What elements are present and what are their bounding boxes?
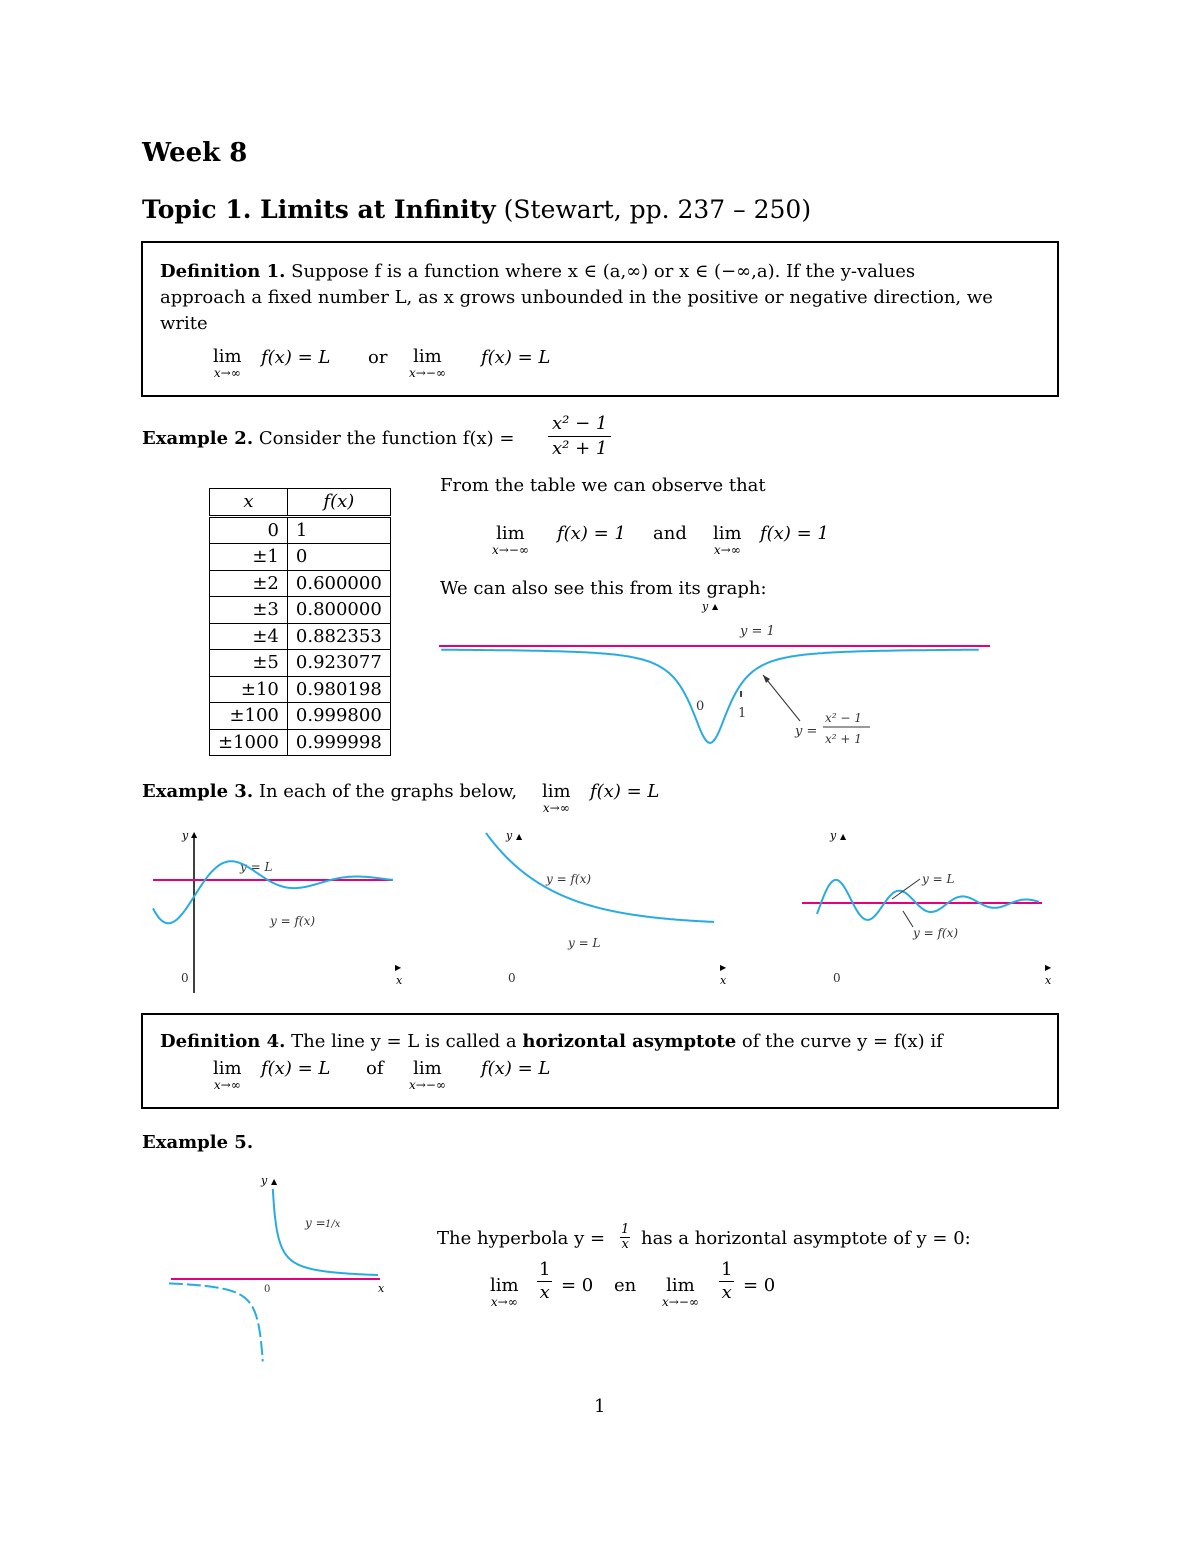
def4-label: Definition 4. xyxy=(160,1031,286,1052)
ex5-origin: 0 xyxy=(264,1284,271,1295)
table-row xyxy=(210,623,391,650)
table-cell-x: ±10 xyxy=(210,676,288,703)
values-table xyxy=(209,488,391,756)
def1-line3: write xyxy=(160,313,208,334)
ex2-curve-label-num: x² − 1 xyxy=(825,711,862,725)
ex5-curve-label: y = xyxy=(305,1216,326,1230)
table-cell-x: 0 xyxy=(210,516,288,544)
ex3-g2-y-label: y xyxy=(506,829,513,842)
ex2-graph xyxy=(430,595,1000,755)
ex5-connector: en xyxy=(614,1275,637,1296)
ex3-g1-curve-label: y = f(x) xyxy=(270,914,316,928)
ex3-g3-x-arrow-icon: ▶ xyxy=(1045,963,1052,972)
def4-limit-pos-inf: lim x→∞ xyxy=(213,1058,242,1092)
table-row xyxy=(210,703,391,730)
ex3-g1-x-label: x xyxy=(396,974,403,987)
ex3-g2-y-arrow-icon: ▲ xyxy=(516,832,523,841)
ex2-curve-label: y = xyxy=(795,724,818,739)
ex2-graph-intro: We can also see this from its graph: xyxy=(440,578,767,599)
table-cell-x: ±4 xyxy=(210,623,288,650)
ex5-lim-b-num: 1 xyxy=(721,1259,733,1280)
ex5-hyperbola-text-2: has a horizontal asymptote of y = 0: xyxy=(641,1228,971,1249)
ex5-inline-fraction xyxy=(620,1222,630,1252)
ex3-text: In each of the graphs below, xyxy=(258,781,518,802)
ex2-asymptote-label: y = 1 xyxy=(740,624,775,639)
ex2-graph-y-arrow-icon: ▲ xyxy=(712,602,719,611)
ex3-limit: lim x→∞ xyxy=(542,781,571,815)
ex3-g1-line-label: y = L xyxy=(240,860,273,874)
ex3-g3-x-label: x xyxy=(1045,974,1052,987)
ex3-graph-3 xyxy=(795,825,1065,997)
ex2-pointer-arrow xyxy=(763,675,800,721)
week-title: Week 8 xyxy=(142,138,248,168)
ex2-tick-label: 1 xyxy=(738,706,747,721)
example-5-heading: Example 5. xyxy=(142,1132,254,1153)
ex5-lim-b-den: x xyxy=(721,1282,732,1303)
table-header-fx: f(x) xyxy=(287,489,390,517)
ex3-g2-line-label: y = L xyxy=(568,936,601,950)
topic-title: Topic 1. Limits at Infinity xyxy=(142,195,496,224)
ex2-observe-text: From the table we can observe that xyxy=(440,475,766,496)
table-row xyxy=(210,544,391,571)
def4-limit-pos-inf-expr: f(x) = L xyxy=(261,1058,331,1079)
ex3-g3-line-label: y = L xyxy=(922,872,955,886)
ex3-g1-y-label: y xyxy=(182,829,189,842)
ex2-label: Example 2. xyxy=(142,428,254,449)
table-row xyxy=(210,516,391,544)
table-row xyxy=(210,650,391,677)
ex3-g2-origin: 0 xyxy=(508,971,516,985)
ex2-limit-pos-inf: lim x→∞ xyxy=(713,523,742,557)
ex5-hyperbola-text-1: The hyperbola y = xyxy=(437,1228,606,1249)
page-number: 1 xyxy=(594,1396,606,1417)
ex5-curve-left-branch xyxy=(169,1283,263,1361)
def4-term: horizontal asymptote xyxy=(522,1031,737,1052)
table-cell-fx: 0.923077 xyxy=(287,650,390,677)
table-header-x: x xyxy=(210,489,288,517)
ex3-g3-curve-label: y = f(x) xyxy=(913,926,959,940)
ex2-curve xyxy=(441,650,979,743)
ex5-limit-neg-inf-frac xyxy=(719,1259,734,1304)
ex5-curve-label-frac: 1/x xyxy=(325,1219,341,1230)
table-row xyxy=(210,597,391,624)
table-cell-fx: 0.882353 xyxy=(287,623,390,650)
ex5-x-label: x xyxy=(378,1282,385,1295)
ex3-g2-curve xyxy=(486,833,714,922)
def1-limit-pos-inf: lim x→∞ xyxy=(213,346,242,380)
definition-4-box xyxy=(141,1013,1059,1109)
def4-connector: of xyxy=(366,1058,384,1079)
ex2-limit-pos-inf-expr: f(x) = 1 xyxy=(760,523,829,544)
table-cell-fx: 0.600000 xyxy=(287,570,390,597)
ex5-inline-den: x xyxy=(621,1237,629,1252)
ex3-label: Example 3. xyxy=(142,781,254,802)
ex2-text: Consider the function f(x) = xyxy=(258,428,515,449)
table-row xyxy=(210,729,391,756)
table-cell-fx: 0.999998 xyxy=(287,729,390,756)
table-header-row xyxy=(210,489,391,517)
ex5-inline-num: 1 xyxy=(621,1222,630,1237)
ex5-limit-neg-inf: lim x→−∞ xyxy=(662,1275,699,1309)
def1-label: Definition 1. xyxy=(160,261,286,282)
ex2-curve-label-den: x² + 1 xyxy=(825,732,862,746)
ex5-graph xyxy=(165,1170,395,1365)
table-cell-x: ±100 xyxy=(210,703,288,730)
definition-1-box xyxy=(141,241,1059,397)
ex3-graph-1 xyxy=(145,825,415,997)
ex3-g3-y-arrow-icon: ▲ xyxy=(840,832,847,841)
ex5-limit-pos-inf-rest: = 0 xyxy=(561,1275,594,1296)
ex2-limit-neg-inf: lim x→−∞ xyxy=(492,523,529,557)
def4-text-1: The line y = L is called a xyxy=(291,1031,517,1052)
ex5-limit-pos-inf-frac xyxy=(537,1259,552,1304)
ex3-g3-pointer-1 xyxy=(892,879,920,899)
ex2-fraction xyxy=(548,412,611,461)
topic-reference: (Stewart, pp. 237 – 250) xyxy=(503,195,812,224)
ex5-limit-neg-inf-rest: = 0 xyxy=(743,1275,776,1296)
table-cell-fx: 0 xyxy=(287,544,390,571)
def1-line2: approach a fixed number L, as x grows unbounded in the positive or negative direction, we xyxy=(160,287,993,308)
def1-limit-pos-inf-expr: f(x) = L xyxy=(261,347,331,368)
ex2-origin-label: 0 xyxy=(696,699,705,714)
ex5-lim-a-num: 1 xyxy=(539,1259,551,1280)
ex5-lim-a-den: x xyxy=(539,1282,550,1303)
def1-limit-neg-inf: lim x→−∞ xyxy=(409,346,446,380)
table-cell-fx: 1 xyxy=(287,516,390,544)
example-3-heading xyxy=(142,779,517,805)
def1-connector: or xyxy=(368,347,388,368)
table-cell-x: ±5 xyxy=(210,650,288,677)
example-2-heading xyxy=(142,426,514,452)
ex2-denominator: x² + 1 xyxy=(552,438,608,459)
def4-text-2: of the curve y = f(x) if xyxy=(741,1031,943,1052)
def4-limit-neg-inf: lim x→−∞ xyxy=(409,1058,446,1092)
ex2-and: and xyxy=(653,523,687,544)
ex5-y-label: y xyxy=(261,1174,268,1187)
def1-text-1: Suppose f is a function where x ∈ (a,∞) or x ∈ (−∞,a). If the y-values xyxy=(291,261,916,282)
ex3-g1-x-arrow-icon: ▶ xyxy=(395,963,402,972)
ex3-g2-x-label: x xyxy=(720,974,727,987)
def4-limit-neg-inf-expr: f(x) = L xyxy=(481,1058,551,1079)
table-cell-fx: 0.980198 xyxy=(287,676,390,703)
table-cell-fx: 0.800000 xyxy=(287,597,390,624)
ex3-g3-pointer-2 xyxy=(903,911,913,927)
ex3-g1-origin: 0 xyxy=(181,971,189,985)
ex3-limit-expr: f(x) = L xyxy=(590,781,660,802)
table-cell-fx: 0.999800 xyxy=(287,703,390,730)
table-cell-x: ±1 xyxy=(210,544,288,571)
ex3-graph-2 xyxy=(480,825,740,997)
topic-heading xyxy=(142,195,811,224)
def1-line1 xyxy=(160,259,915,285)
ex3-g3-origin: 0 xyxy=(833,971,841,985)
ex5-limit-pos-inf: lim x→∞ xyxy=(490,1275,519,1309)
ex2-limit-neg-inf-expr: f(x) = 1 xyxy=(557,523,626,544)
table-cell-x: ±3 xyxy=(210,597,288,624)
ex3-g2-curve-label: y = f(x) xyxy=(546,872,592,886)
ex5-curve-right-branch xyxy=(273,1189,378,1275)
ex2-graph-y-label: y xyxy=(702,600,709,613)
table-cell-x: ±2 xyxy=(210,570,288,597)
table-row xyxy=(210,570,391,597)
ex3-g1-y-arrow-icon: ▲ xyxy=(191,830,198,839)
ex3-g3-y-label: y xyxy=(830,829,837,842)
table-row xyxy=(210,676,391,703)
ex3-g2-x-arrow-icon: ▶ xyxy=(720,963,727,972)
ex2-numerator: x² − 1 xyxy=(548,412,611,437)
table-cell-x: ±1000 xyxy=(210,729,288,756)
def4-line1 xyxy=(160,1029,943,1055)
ex5-y-arrow-icon: ▲ xyxy=(271,1177,278,1186)
def1-limit-neg-inf-expr: f(x) = L xyxy=(481,347,551,368)
